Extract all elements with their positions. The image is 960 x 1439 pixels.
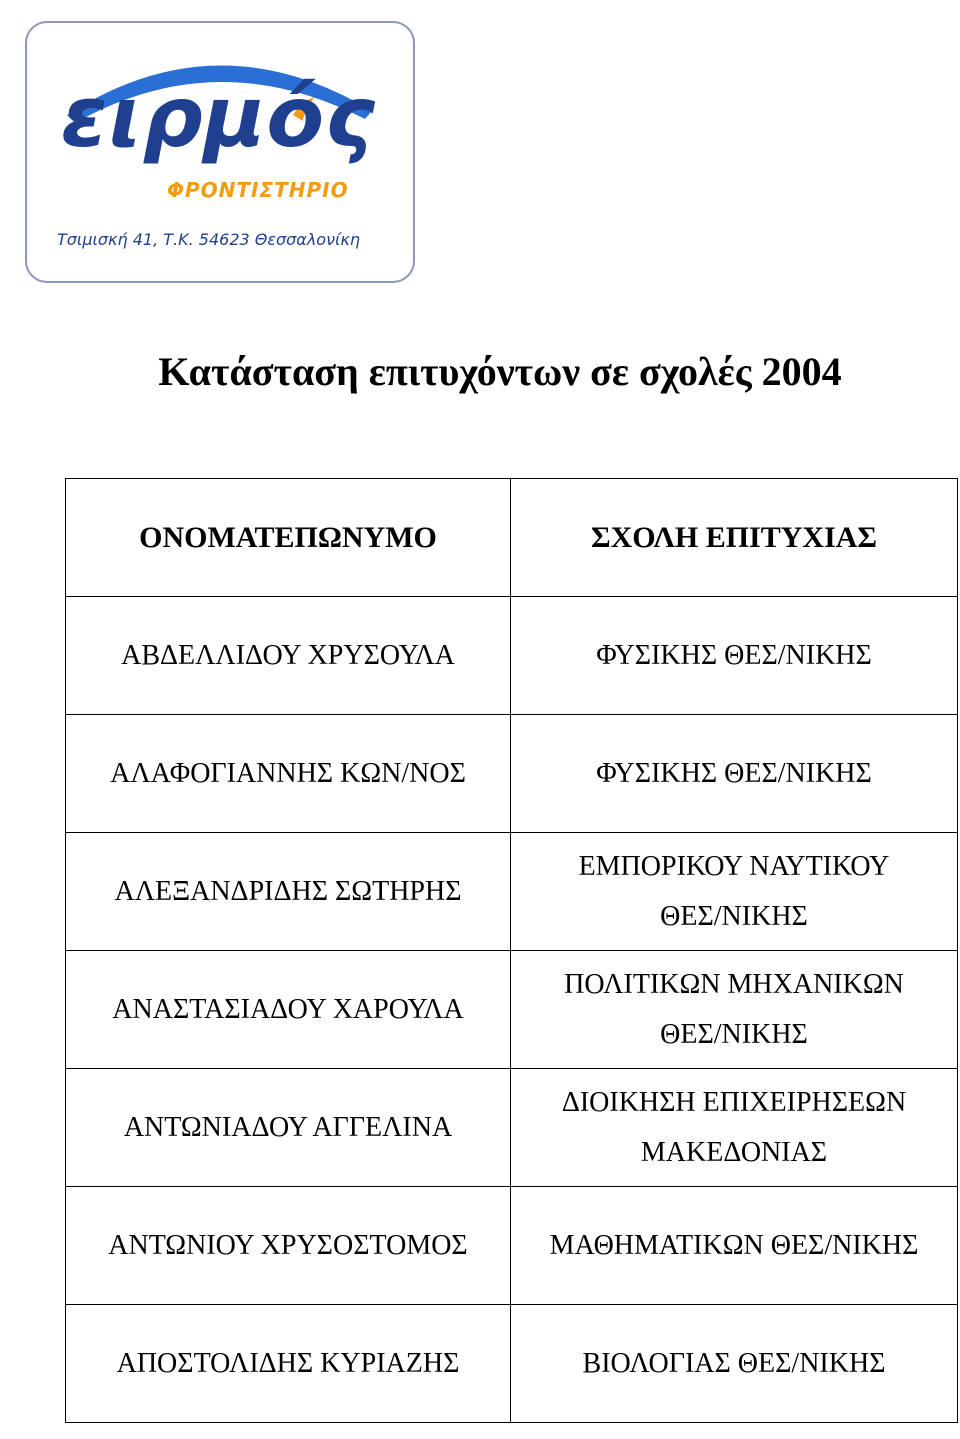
table-row — [66, 597, 958, 715]
school-name: ΔΙΟΙΚΗΣΗ ΕΠΙΧΕΙΡΗΣΕΩΝ ΜΑΚΕΔΟΝΙΑΣ — [561, 1086, 907, 1168]
header-school — [511, 479, 958, 597]
logo-address: Τσιμισκή 41, Τ.Κ. 54623 Θεσσαλονίκη — [57, 230, 361, 249]
student-name-cell — [66, 715, 511, 833]
table-row — [66, 1069, 958, 1187]
table-row — [66, 833, 958, 951]
student-name-cell — [66, 1069, 511, 1187]
table-row — [66, 951, 958, 1069]
school-cell — [511, 1187, 958, 1305]
school-cell — [511, 715, 958, 833]
results-table — [65, 478, 958, 1423]
student-name-cell — [66, 1187, 511, 1305]
student-name-cell — [66, 1305, 511, 1423]
school-name: ΠΟΛΙΤΙΚΩΝ ΜΗΧΑΝΙΚΩΝ ΘΕΣ/ΝΙΚΗΣ — [564, 968, 904, 1050]
student-name: ΑΠΟΣΤΟΛΙΔΗΣ ΚΥΡΙΑΖΗΣ — [116, 1347, 460, 1379]
school-cell — [511, 833, 958, 951]
logo-subtitle: ΦΡΟΝΤΙΣΤΗΡΙΟ — [167, 178, 349, 202]
student-name: ΑΝΑΣΤΑΣΙΑΔΟΥ ΧΑΡΟΥΛΑ — [112, 993, 464, 1025]
student-name: ΑΒΔΕΛΛΙΔΟΥ ΧΡΥΣΟΥΛΑ — [121, 639, 455, 671]
school-cell — [511, 1305, 958, 1423]
student-name: ΑΛΕΞΑΝΔΡΙΔΗΣ ΣΩΤΗΡΗΣ — [114, 875, 462, 907]
table-header-row — [66, 479, 958, 597]
student-name: ΑΝΤΩΝΙΟΥ ΧΡΥΣΟΣΤΟΜΟΣ — [108, 1229, 468, 1261]
student-name-cell — [66, 597, 511, 715]
header-school-label: ΣΧΟΛΗ ΕΠΙΤΥΧΙΑΣ — [590, 520, 878, 554]
logo — [25, 21, 415, 283]
school-name: ΦΥΣΙΚΗΣ ΘΕΣ/ΝΙΚΗΣ — [596, 639, 872, 671]
school-cell — [511, 597, 958, 715]
school-cell — [511, 951, 958, 1069]
student-name: ΑΝΤΩΝΙΑΔΟΥ ΑΓΓΕΛΙΝΑ — [123, 1111, 453, 1143]
school-cell — [511, 1069, 958, 1187]
school-name: ΕΜΠΟΡΙΚΟΥ ΝΑΥΤΙΚΟΥ ΘΕΣ/ΝΙΚΗΣ — [578, 850, 890, 932]
table-row — [66, 1305, 958, 1423]
logo-wordmark: ειρμός — [61, 68, 376, 166]
school-name: ΒΙΟΛΟΓΙΑΣ ΘΕΣ/ΝΙΚΗΣ — [582, 1347, 886, 1379]
student-name-cell — [66, 833, 511, 951]
school-name: ΜΑΘΗΜΑΤΙΚΩΝ ΘΕΣ/ΝΙΚΗΣ — [549, 1229, 919, 1261]
table-row — [66, 715, 958, 833]
student-name: ΑΛΑΦΟΓΙΑΝΝΗΣ ΚΩΝ/ΝΟΣ — [110, 757, 466, 789]
header-name — [66, 479, 511, 597]
header-name-label: ΟΝΟΜΑΤΕΠΩΝΥΜΟ — [139, 520, 437, 554]
page-title: Κατάσταση επιτυχόντων σε σχολές 2004 — [158, 349, 842, 394]
student-name-cell — [66, 951, 511, 1069]
school-name: ΦΥΣΙΚΗΣ ΘΕΣ/ΝΙΚΗΣ — [596, 757, 872, 789]
table-row — [66, 1187, 958, 1305]
